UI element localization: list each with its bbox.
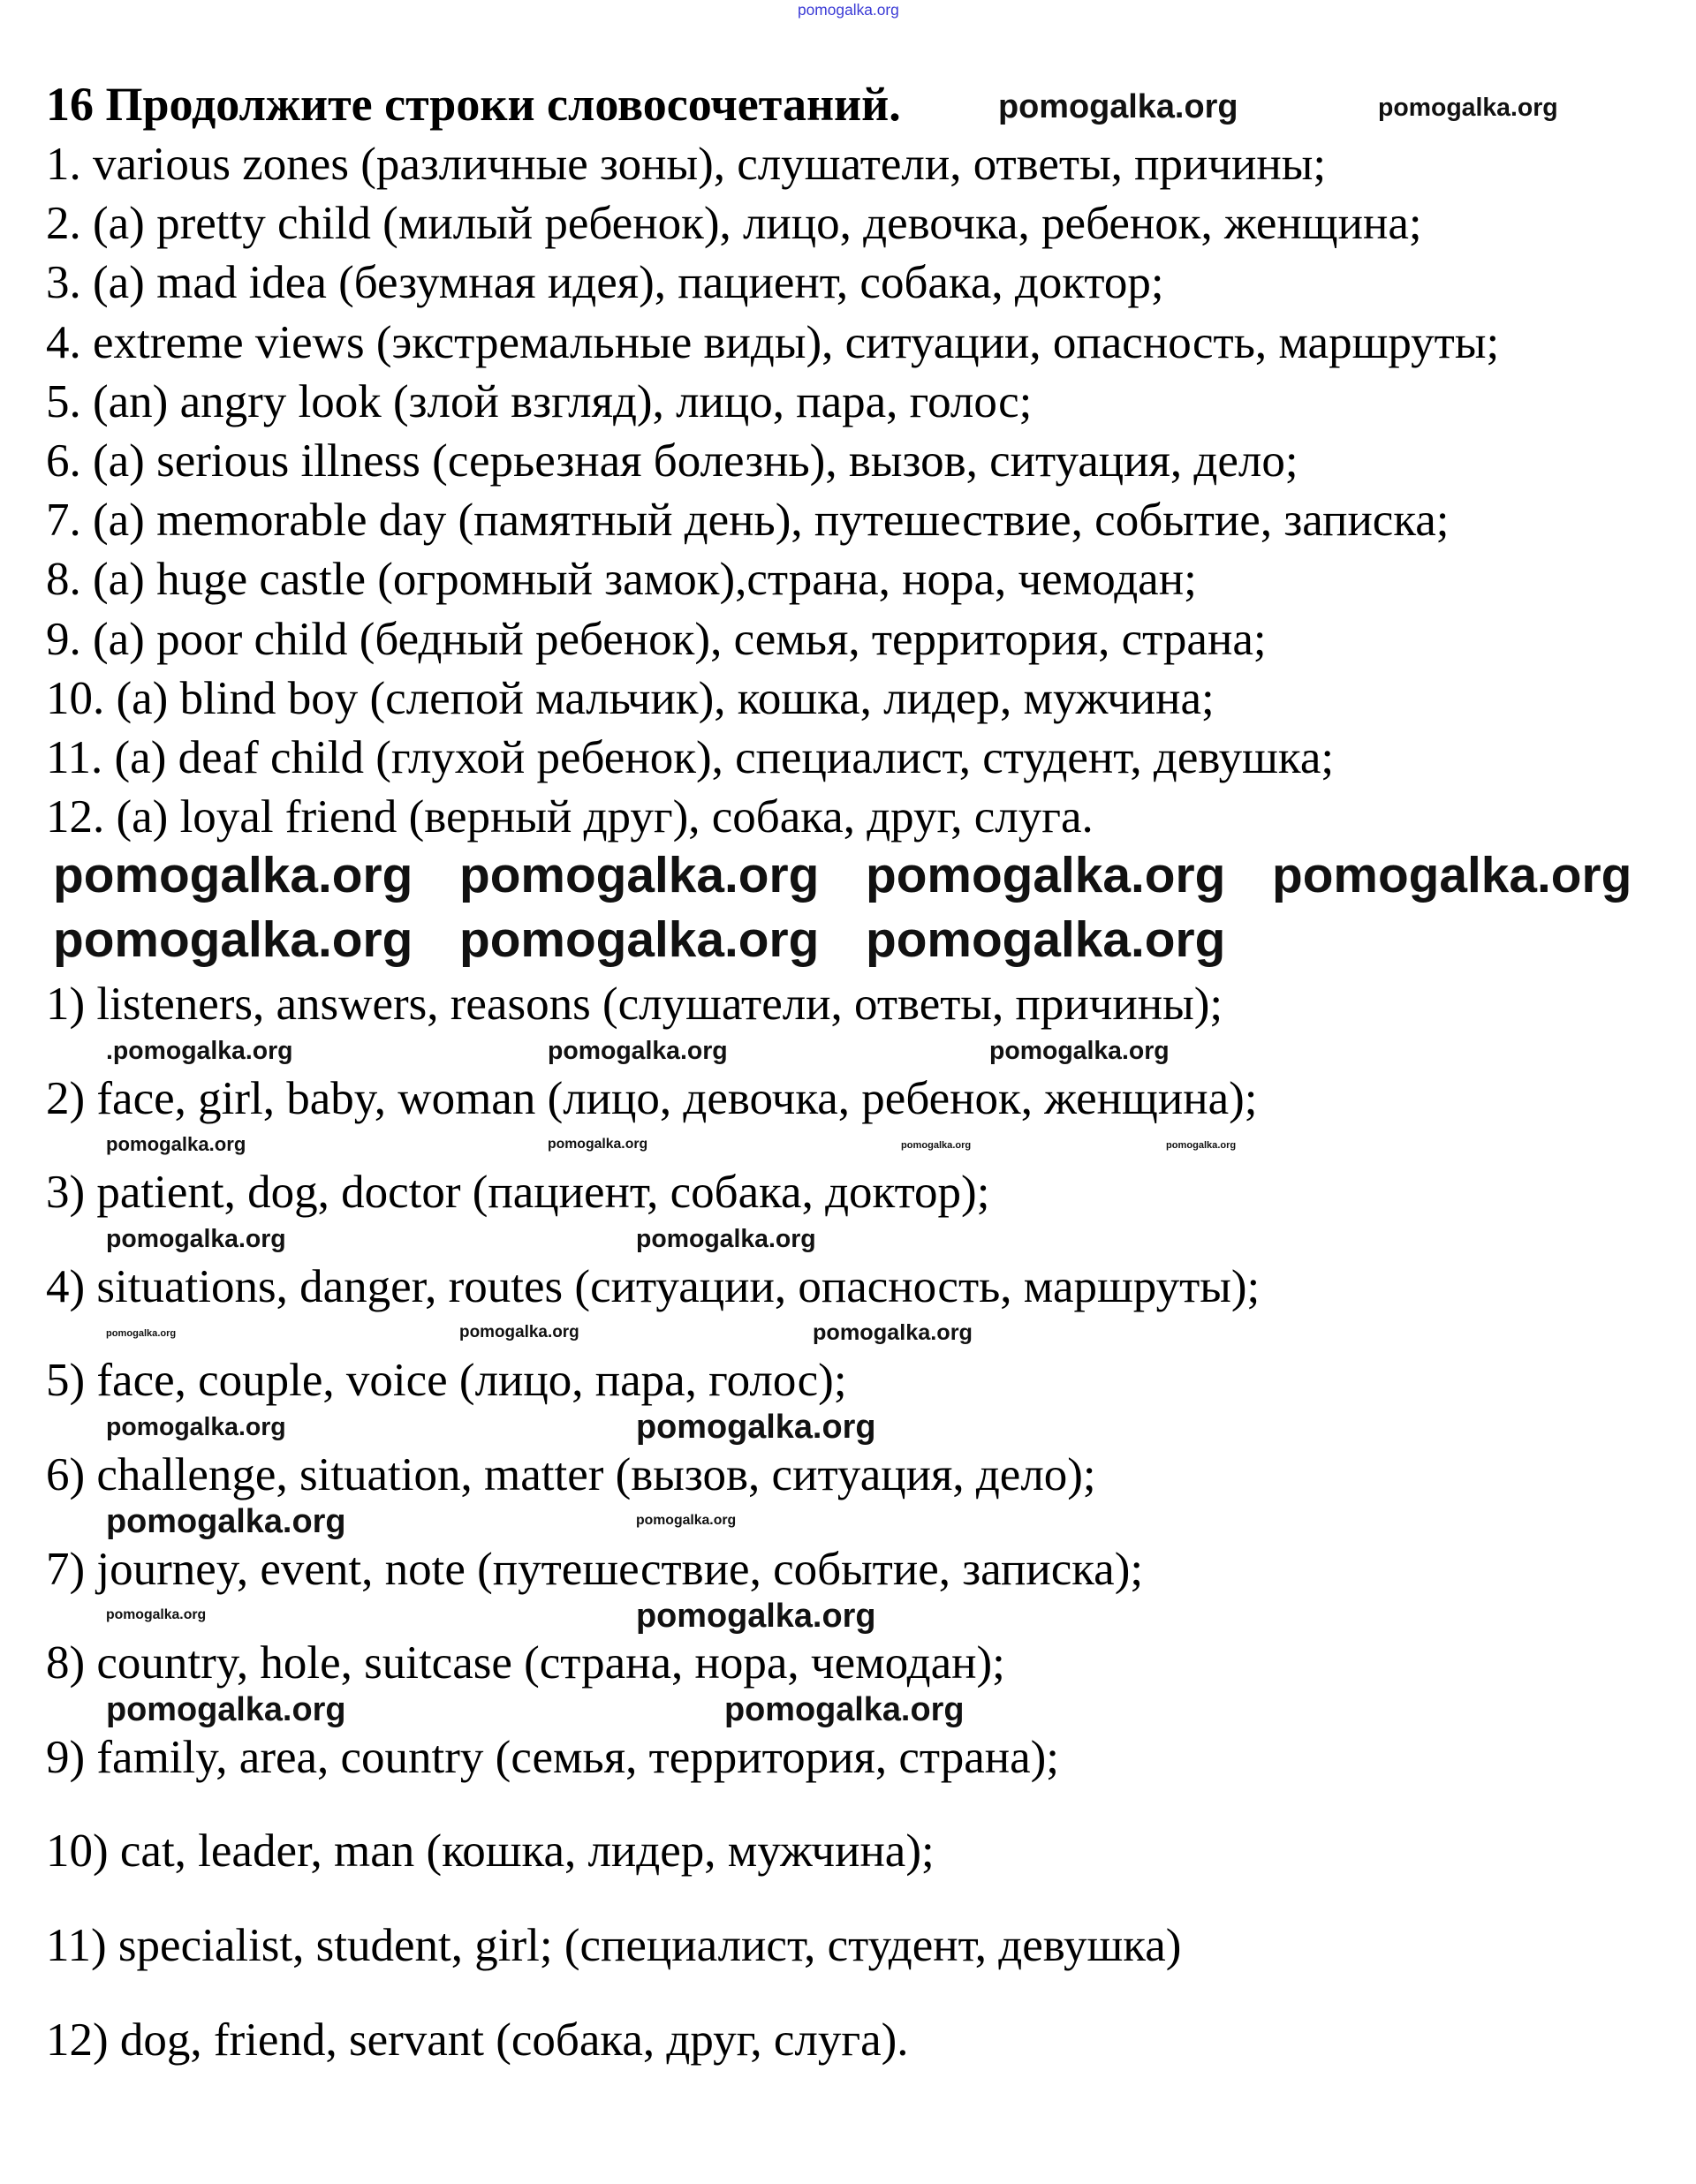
- watermark-text: pomogalka.org: [636, 1409, 876, 1447]
- phrase-item: 2. (a) pretty child (милый ребенок), лицо, девочка, ребенок, женщина;: [46, 198, 1422, 250]
- answer-item: 12) dog, friend, servant (собака, друг, слуга).: [46, 2014, 909, 2066]
- watermark-text: pomogalka.org: [1272, 848, 1632, 903]
- watermark-text: pomogalka.org: [548, 1037, 728, 1065]
- watermark-text: pomogalka.org: [866, 848, 1226, 903]
- watermark-text: pomogalka.org: [901, 1139, 972, 1151]
- watermark-text: pomogalka.org: [106, 1132, 246, 1155]
- answer-item: 8) country, hole, suitcase (страна, нора, чемодан);: [46, 1637, 1005, 1689]
- watermark-text: pomogalka.org: [1166, 1139, 1237, 1151]
- watermark-text: pomogalka.org: [866, 912, 1226, 968]
- answer-item: 7) journey, event, note (путешествие, событие, записка);: [46, 1543, 1144, 1595]
- watermark-text: pomogalka.org: [724, 1691, 965, 1729]
- watermark-text: pomogalka.org: [459, 912, 820, 968]
- watermark-text: pomogalka.org: [459, 848, 820, 903]
- phrase-item: 3. (a) mad idea (безумная идея), пациент, собака, доктор;: [46, 257, 1164, 309]
- watermark-text: .pomogalka.org: [106, 1037, 293, 1065]
- phrase-item: 1. various zones (различные зоны), слушатели, ответы, причины;: [46, 139, 1327, 190]
- phrase-item: 10. (a) blind boy (слепой мальчик), кошка, лидер, мужчина;: [46, 672, 1215, 724]
- answer-item: 9) family, area, country (семья, территория, страна);: [46, 1731, 1059, 1783]
- watermark-text: pomogalka.org: [813, 1319, 973, 1345]
- watermark-text: pomogalka.org: [1378, 94, 1558, 122]
- watermark-text: pomogalka.org: [636, 1513, 737, 1528]
- watermark-text: pomogalka.org: [53, 912, 413, 968]
- answer-item: 11) specialist, student, girl; (специалист, студент, девушка): [46, 1920, 1182, 1971]
- watermark-text: pomogalka.org: [106, 1327, 177, 1339]
- phrase-item: 7. (a) memorable day (памятный день), путешествие, событие, записка;: [46, 495, 1450, 547]
- watermark-text: pomogalka.org: [798, 1, 899, 19]
- answer-item: 1) listeners, answers, reasons (слушатели, ответы, причины);: [46, 979, 1223, 1030]
- watermark-text: pomogalka.org: [106, 1413, 286, 1442]
- phrase-item: 6. (a) serious illness (серьезная болезнь), вызов, ситуация, дело;: [46, 435, 1298, 487]
- watermark-text: pomogalka.org: [53, 848, 413, 903]
- answer-item: 6) challenge, situation, matter (вызов, ситуация, дело);: [46, 1449, 1096, 1500]
- answer-item: 10) cat, leader, man (кошка, лидер, мужчина);: [46, 1825, 935, 1878]
- phrase-item: 12. (a) loyal friend (верный друг), собака, друг, слуга.: [46, 791, 1094, 843]
- watermark-text: pomogalka.org: [989, 1037, 1170, 1065]
- watermark-text: pomogalka.org: [636, 1597, 876, 1635]
- phrase-item: 5. (an) angry look (злой взгляд), лицо, пара, голос;: [46, 375, 1033, 427]
- phrase-item: 8. (a) huge castle (огромный замок),страна, нора, чемодан;: [46, 554, 1197, 606]
- answer-item: 4) situations, danger, routes (ситуации, опасность, маршруты);: [46, 1260, 1261, 1312]
- watermark-text: pomogalka.org: [998, 88, 1238, 125]
- answer-item: 3) patient, dog, doctor (пациент, собака, доктор);: [46, 1167, 990, 1219]
- answer-item: 2) face, girl, baby, woman (лицо, девочка, ребенок, женщина);: [46, 1072, 1258, 1124]
- phrase-item: 4. extreme views (экстремальные виды), ситуации, опасность, маршруты;: [46, 316, 1500, 368]
- watermark-text: pomogalka.org: [106, 1503, 346, 1540]
- phrase-item: 9. (a) poor child (бедный ребенок), семья, территория, страна;: [46, 613, 1267, 665]
- answer-item: 5) face, couple, voice (лицо, пара, голос);: [46, 1355, 847, 1407]
- watermark-text: pomogalka.org: [548, 1136, 648, 1152]
- exercise-title: 16 Продолжите строки словосочетаний.: [46, 78, 901, 131]
- watermark-text: pomogalka.org: [636, 1225, 816, 1254]
- watermark-text: pomogalka.org: [106, 1691, 346, 1729]
- phrase-item: 11. (a) deaf child (глухой ребенок), специалист, студент, девушка;: [46, 732, 1335, 783]
- watermark-text: pomogalka.org: [106, 1225, 286, 1254]
- watermark-text: pomogalka.org: [106, 1606, 207, 1622]
- watermark-text: pomogalka.org: [459, 1322, 579, 1341]
